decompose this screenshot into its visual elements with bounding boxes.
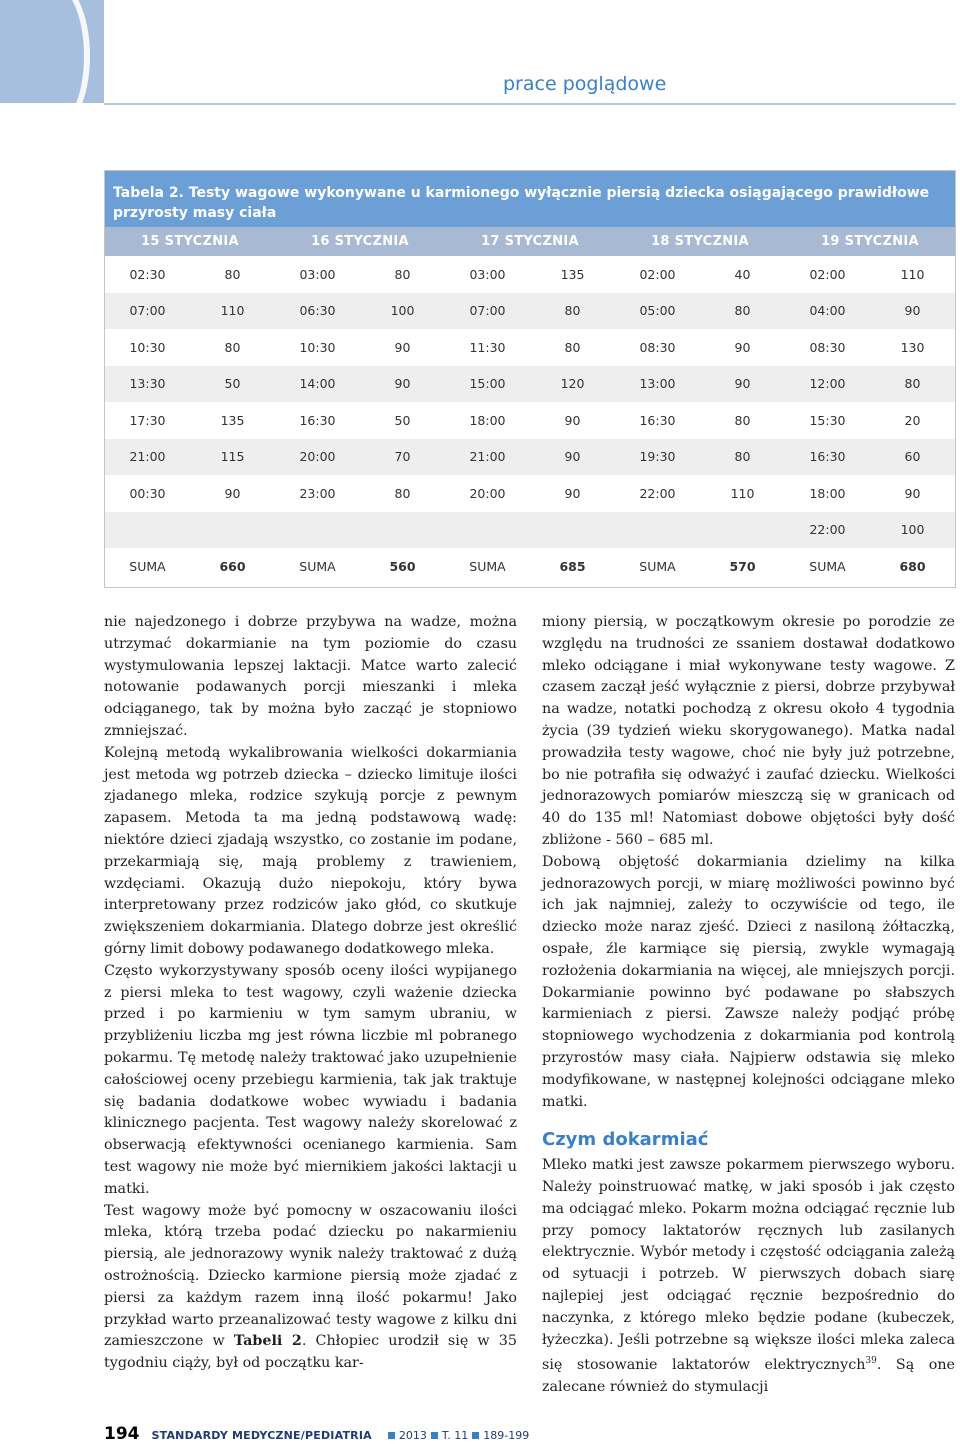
table-cell: 16:30 bbox=[809, 449, 846, 465]
table-cell: 22:00 bbox=[809, 522, 846, 538]
table-caption bbox=[105, 171, 955, 227]
table-cell: 06:30 bbox=[299, 303, 336, 319]
table-cell: 90 bbox=[564, 412, 581, 428]
table-cell: 80 bbox=[224, 266, 241, 282]
table-caption-text: Testy wagowe wykonywane u karmionego wyłącznie piersią dziecka osiągającego prawidłowe przyrosty masy ciała bbox=[113, 185, 930, 221]
table-cell: 20:00 bbox=[469, 485, 506, 501]
table-row bbox=[105, 329, 955, 366]
table-cell: SUMA bbox=[639, 558, 676, 574]
paragraph bbox=[542, 1155, 955, 1399]
paragraph: Dobową objętość dokarmiania dzielimy na kilka jednorazowych porcji, w miarę możliwości powinno być ich jak najmniej, zależy to oczywiście od tego, ile dziecko może naraz zjeść. Dzieci z nasiloną żółtaczką, ospałe, źle karmiące się piersią, zwykle wymagają rozłożenia dokarmiania na więcej, ale mniejszych porcji. Dokarmianie powinno być podawane po słabszych karmieniach z piersi. Zawsze należy podjąć próbę stopniowego wychodzenia z dokarmiania pod kontrolą przyrostów masy ciała. Najpierw odstawia się mleko modyfikowane, w następnej kolejności odciągane mleko matki. bbox=[542, 853, 955, 1110]
table-cell: 110 bbox=[730, 485, 755, 501]
table-cell: 110 bbox=[900, 266, 925, 282]
table-cell: 80 bbox=[394, 485, 411, 501]
right-column bbox=[542, 612, 955, 1399]
table-cell: 120 bbox=[560, 376, 585, 392]
bullet-icon bbox=[431, 1432, 438, 1439]
table-cell: 680 bbox=[899, 558, 926, 574]
header-decoration bbox=[0, 0, 104, 103]
table-cell: 03:00 bbox=[299, 266, 336, 282]
table-cell: 90 bbox=[224, 485, 241, 501]
table-cell: 17:30 bbox=[129, 412, 166, 428]
footer-details bbox=[384, 1429, 529, 1442]
table-row bbox=[105, 548, 955, 585]
table-cell: 685 bbox=[559, 558, 586, 574]
page-footer bbox=[104, 1424, 529, 1444]
table-cell: 90 bbox=[904, 485, 921, 501]
paragraph-text: . Są one zalecane również do stymulacji bbox=[542, 1357, 955, 1395]
table-cell: 20 bbox=[904, 412, 921, 428]
table-body bbox=[105, 256, 955, 585]
table-cell: SUMA bbox=[469, 558, 506, 574]
table-cell: 90 bbox=[734, 376, 751, 392]
table-cell: 80 bbox=[564, 339, 581, 355]
table-row bbox=[105, 293, 955, 330]
table-cell: 110 bbox=[220, 303, 245, 319]
feeding-table bbox=[104, 170, 956, 588]
table-cell: 18:00 bbox=[469, 412, 506, 428]
paragraph: miony piersią, w początkowym okresie po porodzie ze względu na trudności ze ssaniem dostawał dodatkowo mleko odciągane i miał wykonywane testy wagowe. Z czasem zaczął jeść wyłącznie z piersi, dobrze przybywał na wadze, notatki pochodzą z okresu około 4 tygodnia życia (39 tydzień wieku skorygowanego). Matka nadal prowadziła testy wagowe, choć nie były już potrzebne, bo nie potrafiła się odważyć i zaufać dziecku. Wielkości jednorazowych pomiarów mieszczą się w granicach od 40 do 135 ml! Natomiast dobowe objętości były dość zbliżone - 560 – 685 ml. bbox=[542, 614, 955, 848]
table-day-header: 15 STYCZNIA bbox=[141, 234, 239, 249]
table-cell: 135 bbox=[560, 266, 585, 282]
footer-year: 2013 bbox=[398, 1429, 427, 1442]
table-cell: 10:30 bbox=[129, 339, 166, 355]
table-header-row bbox=[105, 227, 955, 256]
table-cell: 04:00 bbox=[809, 303, 846, 319]
footer-pages: 189-199 bbox=[483, 1429, 530, 1442]
table-cell: 50 bbox=[224, 376, 241, 392]
table-day-header: 18 STYCZNIA bbox=[651, 234, 749, 249]
table-cell: 80 bbox=[734, 412, 751, 428]
table-cell: 22:00 bbox=[639, 485, 676, 501]
table-cell: 19:30 bbox=[639, 449, 676, 465]
table-cell: 660 bbox=[219, 558, 246, 574]
table-cell: 80 bbox=[904, 376, 921, 392]
table-cell: 07:00 bbox=[129, 303, 166, 319]
table-cell: 12:00 bbox=[809, 376, 846, 392]
table-row bbox=[105, 402, 955, 439]
table-cell: 40 bbox=[734, 266, 751, 282]
table-cell: 08:30 bbox=[809, 339, 846, 355]
table-cell: 15:30 bbox=[809, 412, 846, 428]
table-cell: 08:30 bbox=[639, 339, 676, 355]
table-cell: 50 bbox=[394, 412, 411, 428]
table-cell: 05:00 bbox=[639, 303, 676, 319]
table-cell: 13:00 bbox=[639, 376, 676, 392]
table-cell: 90 bbox=[734, 339, 751, 355]
table-cell: 80 bbox=[734, 303, 751, 319]
section-label: prace poglądowe bbox=[503, 73, 667, 95]
table-day-header: 16 STYCZNIA bbox=[311, 234, 409, 249]
citation: 39 bbox=[865, 1356, 877, 1367]
table-day-header: 17 STYCZNIA bbox=[481, 234, 579, 249]
paragraph-text: Mleko matki jest zawsze pokarmem pierwszego wyboru. Należy poinstruować matkę, w jaki sposób i jak często ma odciągać mleko. Pokarm można odciągać ręcznie lub przy pomocy laktatorów ręcznych lub zasilanych elektrycznie. Wybór metody i częstość odciągania zależą od sytuacji i potrzeb. W pierwszych dobach siarę najlepiej jest odciągać ręcznie bezpośrednio do naczynka, z którego mleko będzie podane (kubeczek, łyżeczka). Jeśli potrzebne są większe ilości mleka zaleca się stosowanie laktatorów elektrycznych bbox=[542, 1157, 955, 1374]
page-number: 194 bbox=[104, 1424, 140, 1444]
table-cell: 80 bbox=[734, 449, 751, 465]
table-cell: 15:00 bbox=[469, 376, 506, 392]
table-cell: 80 bbox=[394, 266, 411, 282]
header-curve bbox=[18, 0, 90, 132]
table-cell: 13:30 bbox=[129, 376, 166, 392]
table-cell: SUMA bbox=[299, 558, 336, 574]
table-cell: 115 bbox=[220, 449, 245, 465]
footer-volume: T. 11 bbox=[441, 1429, 469, 1442]
table-cell: 60 bbox=[904, 449, 921, 465]
paragraph: nie najedzonego i dobrze przybywa na wadze, można utrzymać dokarmianie na tym poziomie do czasu wystymulowania lepszej laktacji. Matce warto zalecić notowanie podawanych porcji mieszanki i mleka odciąganego, tak by można było zacząć je stopniowo zmniejszać. bbox=[104, 614, 517, 739]
table-row bbox=[105, 439, 955, 476]
table-cell: 18:00 bbox=[809, 485, 846, 501]
table-day-header: 19 STYCZNIA bbox=[821, 234, 919, 249]
table-row bbox=[105, 366, 955, 403]
table-cell: 70 bbox=[394, 449, 411, 465]
table-caption-label: Tabela 2. bbox=[113, 185, 184, 201]
table-cell: 02:00 bbox=[639, 266, 676, 282]
table-cell: 80 bbox=[224, 339, 241, 355]
table-cell: 14:00 bbox=[299, 376, 336, 392]
table-cell: 90 bbox=[564, 485, 581, 501]
table-cell: 570 bbox=[729, 558, 756, 574]
table-cell: 100 bbox=[390, 303, 415, 319]
left-column bbox=[104, 612, 517, 1375]
paragraph bbox=[104, 1201, 517, 1375]
table-cell: SUMA bbox=[809, 558, 846, 574]
table-cell: 80 bbox=[564, 303, 581, 319]
table-row bbox=[105, 512, 955, 549]
table-cell: 100 bbox=[900, 522, 925, 538]
table-row bbox=[105, 475, 955, 512]
table-cell: 21:00 bbox=[469, 449, 506, 465]
table-cell: 10:30 bbox=[299, 339, 336, 355]
table-cell: 90 bbox=[394, 339, 411, 355]
table-row bbox=[105, 256, 955, 293]
table-cell: 90 bbox=[904, 303, 921, 319]
table-cell: 23:00 bbox=[299, 485, 336, 501]
table-cell: 90 bbox=[564, 449, 581, 465]
bullet-icon bbox=[472, 1432, 479, 1439]
table-reference: Tabeli 2 bbox=[233, 1333, 302, 1350]
paragraph-text: . Chłopiec urodził się w 35 tygodniu ciąży, był od początku kar- bbox=[104, 1333, 517, 1372]
section-heading: Czym dokarmiać bbox=[542, 1129, 709, 1151]
table-cell: 02:00 bbox=[809, 266, 846, 282]
table-cell: 11:30 bbox=[469, 339, 506, 355]
table-cell: 07:00 bbox=[469, 303, 506, 319]
table-cell: 16:30 bbox=[299, 412, 336, 428]
table-cell: SUMA bbox=[129, 558, 166, 574]
table-cell: 00:30 bbox=[129, 485, 166, 501]
table-cell: 130 bbox=[900, 339, 925, 355]
header-rule bbox=[104, 103, 956, 105]
table-cell: 03:00 bbox=[469, 266, 506, 282]
table-cell: 90 bbox=[394, 376, 411, 392]
paragraph: Często wykorzystywany sposób oceny ilości wypijanego z piersi mleka to test wagowy, czyli ważenie dziecka przed i po karmieniu w tym samym ubraniu, w przybliżeniu liczba mg jest równa liczbie ml pobranego pokarmu. Tę metodę należy traktować jako uzupełnienie całościowej oceny przebiegu karmienia, tak jak traktuje się badania dodatkowe wobec wywiadu i badania klinicznego pacjenta. Test wagowy należy skorelować z obserwacją efektywności ocenianego karmienia. Sam test wagowy nie może być miernikiem jakości laktacji u matki. bbox=[104, 962, 517, 1197]
table-cell: 21:00 bbox=[129, 449, 166, 465]
journal-name: STANDARDY MEDYCZNE/PEDIATRIA bbox=[151, 1429, 372, 1442]
bullet-icon bbox=[388, 1432, 395, 1439]
paragraph: Kolejną metodą wykalibrowania wielkości dokarmiania jest metoda wg potrzeb dziecka – dziecko limituje ilości zjadanego mleka, rodzice szykują porcje z pewnym zapasem. Metoda ta ma jedną podstawową wadę: niektóre dzieci zjadają wszystko, co zostanie im podane, przekarmiają się, mają problemy z trawieniem, wzdęciami. Okazują dużo niepokoju, który bywa interpretowany przez rodziców jako głód, co skutkuje zwiększeniem dokarmiania. Dlatego dobrze jest określić górny limit dobowy podawanego dodatkowego mleka. bbox=[104, 744, 517, 957]
table-cell: 560 bbox=[389, 558, 416, 574]
paragraph-text: Test wagowy może być pomocny w oszacowaniu ilości mleka, którą trzeba podać dziecku po nakarmieniu piersią, ale jednorazowy wynik należy traktować z dużą ostrożnością. Dziecko karmione piersią może zjadać z piersi za każdym razem inną ilość pokarmu! Jako przykład warto przeanalizować testy wagowe z kilku dni zamieszczone w bbox=[104, 1202, 517, 1350]
table-cell: 02:30 bbox=[129, 266, 166, 282]
table-cell: 16:30 bbox=[639, 412, 676, 428]
table-cell: 135 bbox=[220, 412, 245, 428]
table-cell: 20:00 bbox=[299, 449, 336, 465]
